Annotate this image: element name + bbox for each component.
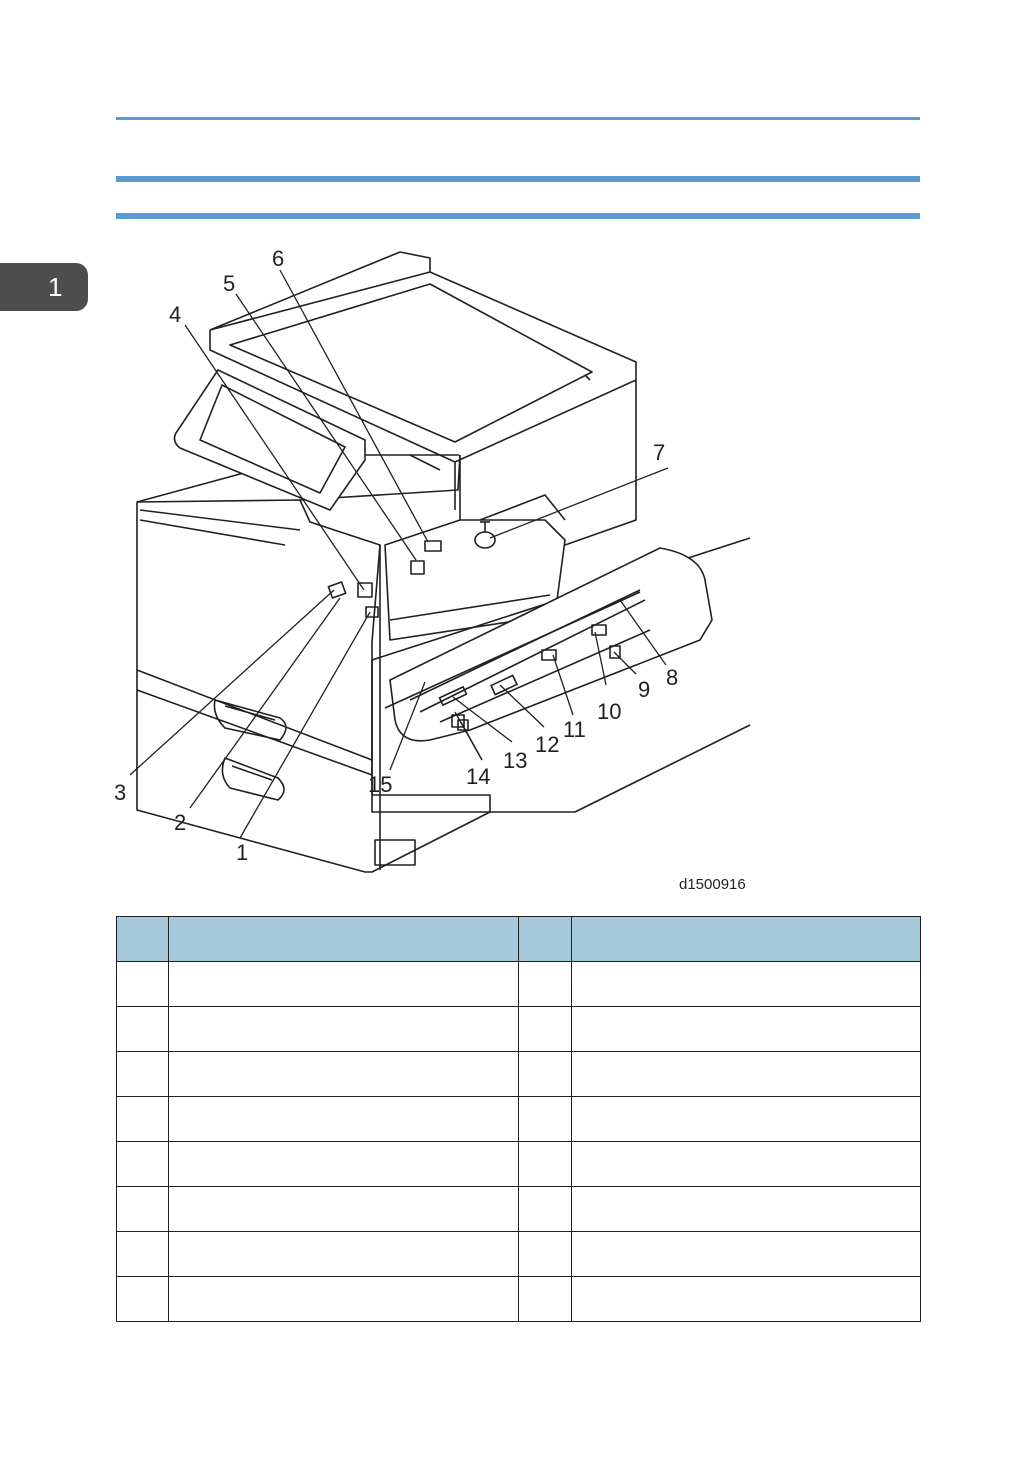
table-row [117,1277,921,1322]
table-cell [169,1007,519,1052]
table-cell [572,1277,921,1322]
header-no [117,917,169,962]
table-cell [572,1187,921,1232]
table-cell [519,1052,572,1097]
table-header-row [117,917,921,962]
table-row [117,1187,921,1232]
parts-table [116,916,921,1322]
table-cell [519,1232,572,1277]
table-cell [117,1097,169,1142]
table-cell [117,1232,169,1277]
table-cell [519,962,572,1007]
chapter-tab [0,263,88,311]
table-cell [519,1007,572,1052]
table-cell [519,1277,572,1322]
chapter-number: 1 [48,272,63,302]
callout-14: 14 [466,764,491,789]
table-row [117,1142,921,1187]
table-row [117,1232,921,1277]
table-row [117,962,921,1007]
table-cell [117,1007,169,1052]
table-row [117,1097,921,1142]
table-cell [117,1052,169,1097]
table-cell [117,1187,169,1232]
callout-11: 11 [563,717,586,742]
callout-7: 7 [653,440,666,465]
table-cell [572,962,921,1007]
table-cell [117,1277,169,1322]
header-item [169,917,519,962]
table-cell [117,1142,169,1187]
callout-5: 5 [223,271,236,296]
callout-4: 4 [169,302,182,327]
header-no-2 [519,917,572,962]
table-cell [169,962,519,1007]
table-cell [117,962,169,1007]
callout-3: 3 [114,780,127,805]
machine-illustration [100,240,800,900]
section-rule-lower [116,213,920,219]
callout-10: 10 [597,699,622,724]
header-item-2 [572,917,921,962]
table-cell [169,1097,519,1142]
callout-8: 8 [666,665,679,690]
callout-13: 13 [503,748,528,773]
callout-9: 9 [638,677,651,702]
table-cell [169,1142,519,1187]
callout-15: 15 [368,772,393,797]
table-cell [519,1097,572,1142]
table-cell [572,1052,921,1097]
table-row [117,1052,921,1097]
callout-2: 2 [174,810,187,835]
table-cell [169,1052,519,1097]
callout-1: 1 [236,840,249,865]
table-cell [519,1142,572,1187]
table-cell [519,1187,572,1232]
table-cell [169,1277,519,1322]
table-cell [572,1097,921,1142]
table-cell [169,1232,519,1277]
table-row [117,1007,921,1052]
section-rule-upper [116,176,920,182]
callout-6: 6 [272,246,285,271]
table-cell [572,1142,921,1187]
table-cell [572,1007,921,1052]
table-cell [169,1187,519,1232]
machine-drawing [100,240,800,900]
header-rule [116,117,920,120]
figure-id: d1500916 [679,876,746,893]
table-cell [572,1232,921,1277]
callout-12: 12 [535,732,560,757]
